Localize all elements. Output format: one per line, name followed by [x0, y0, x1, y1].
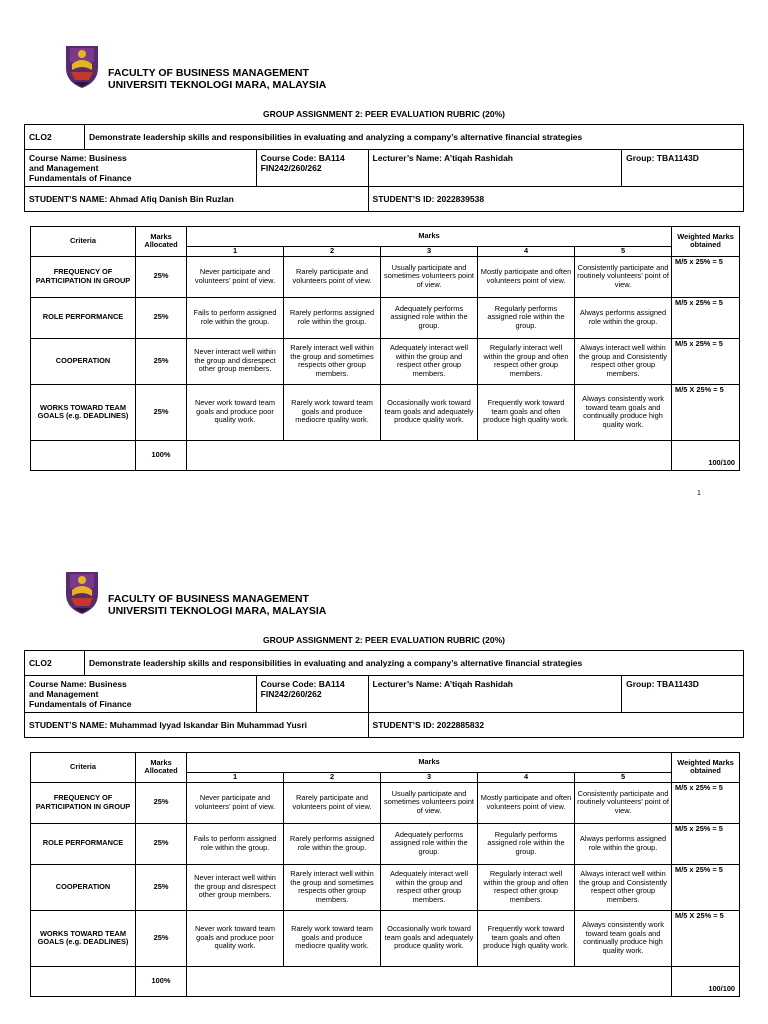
- allocation: 25%: [136, 910, 187, 966]
- criteria-header: Criteria: [31, 753, 136, 783]
- allocation: 25%: [136, 823, 187, 864]
- level-descriptor: Usually participate and sometimes volunteers point of view.: [381, 782, 478, 823]
- scale-1: 1: [187, 247, 284, 257]
- weighted-mark: M/5 X 25% = 5: [672, 910, 740, 966]
- level-descriptor: Rarely interact well within the group and sometimes respects other group members.: [284, 338, 381, 384]
- total-blank: [187, 440, 672, 470]
- scale-3: 3: [381, 773, 478, 783]
- level-descriptor: Regularly interact well within the group and often respect other group members.: [478, 864, 575, 910]
- total-blank: [187, 966, 672, 996]
- lecturer-name: Lecturer’s Name: A’tiqah Rashidah: [368, 150, 622, 187]
- level-descriptor: Rarely performs assigned role within the group.: [284, 297, 381, 338]
- level-descriptor: Mostly participate and often volunteers point of view.: [478, 782, 575, 823]
- scale-2: 2: [284, 247, 381, 257]
- level-descriptor: Rarely interact well within the group and sometimes respects other group members.: [284, 864, 381, 910]
- level-descriptor: Rarely participate and volunteers point of view.: [284, 256, 381, 297]
- level-descriptor: Occasionally work toward team goals and adequately produce quality work.: [381, 384, 478, 440]
- rubric-row: [31, 338, 740, 384]
- level-descriptor: Adequately performs assigned role within the group.: [381, 297, 478, 338]
- scale-4: 4: [478, 773, 575, 783]
- weighted-mark: M/5 x 25% = 5: [672, 297, 740, 338]
- level-descriptor: Never participate and volunteers’ point of view.: [187, 256, 284, 297]
- allocation: 25%: [136, 338, 187, 384]
- level-descriptor: Rarely participate and volunteers point of view.: [284, 782, 381, 823]
- rubric-row: [31, 864, 740, 910]
- level-descriptor: Rarely work toward team goals and produce mediocre quality work.: [284, 384, 381, 440]
- level-descriptor: Adequately performs assigned role within the group.: [381, 823, 478, 864]
- course-info-table: [24, 124, 744, 212]
- level-descriptor: Regularly performs assigned role within the group.: [478, 297, 575, 338]
- level-descriptor: Regularly performs assigned role within the group.: [478, 823, 575, 864]
- course-code: [256, 676, 368, 713]
- total-row: [31, 966, 740, 996]
- rubric-table: [30, 752, 740, 997]
- level-descriptor: Fails to perform assigned role within the group.: [187, 297, 284, 338]
- criteria-label: FREQUENCY OF PARTICIPATION IN GROUP: [31, 256, 136, 297]
- scale-3: 3: [381, 247, 478, 257]
- page-number: 1: [697, 490, 701, 497]
- level-descriptor: Adequately interact well within the group and respect other group members.: [381, 864, 478, 910]
- course-name-line: Course Name: Business: [29, 679, 127, 689]
- weighted-mark: M/5 x 25% = 5: [672, 338, 740, 384]
- course-name-line: Course Name: Business: [29, 153, 127, 163]
- criteria-label: ROLE PERFORMANCE: [31, 297, 136, 338]
- criteria-label: ROLE PERFORMANCE: [31, 823, 136, 864]
- level-descriptor: Always performs assigned role within the group.: [575, 297, 672, 338]
- level-descriptor: Mostly participate and often volunteers point of view.: [478, 256, 575, 297]
- rubric-row: [31, 384, 740, 440]
- group-code: Group: TBA1143D: [622, 676, 744, 713]
- weighted-mark: M/5 X 25% = 5: [672, 384, 740, 440]
- level-descriptor: Usually participate and sometimes volunteers point of view.: [381, 256, 478, 297]
- level-descriptor: Occasionally work toward team goals and adequately produce quality work.: [381, 910, 478, 966]
- student-name: STUDENT’S NAME: Muhammad Iyyad Iskandar Bin Muhammad Yusri: [25, 713, 369, 738]
- weighted-marks-header: Weighted Marks obtained: [672, 227, 740, 257]
- level-descriptor: Regularly interact well within the group and often respect other group members.: [478, 338, 575, 384]
- level-descriptor: Frequently work toward team goals and often produce high quality work.: [478, 384, 575, 440]
- faculty-heading: FACULTY OF BUSINESS MANAGEMENT: [108, 67, 309, 79]
- uitm-crest-icon: [62, 568, 102, 616]
- level-descriptor: Never work toward team goals and produce poor quality work.: [187, 384, 284, 440]
- allocation: 25%: [136, 782, 187, 823]
- clo-code: CLO2: [25, 651, 85, 676]
- allocation: 25%: [136, 384, 187, 440]
- level-descriptor: Fails to perform assigned role within the group.: [187, 823, 284, 864]
- allocation: 25%: [136, 297, 187, 338]
- scale-5: 5: [575, 247, 672, 257]
- student-name: STUDENT’S NAME: Ahmad Afiq Danish Bin Ruzlan: [25, 187, 369, 212]
- level-descriptor: Always performs assigned role within the group.: [575, 823, 672, 864]
- course-name-line: and Management: [29, 689, 99, 699]
- total-row: [31, 440, 740, 470]
- rubric-row: [31, 910, 740, 966]
- level-descriptor: Always interact well within the group and Consistently respect other group members.: [575, 864, 672, 910]
- total-weighted: 100/100: [672, 440, 740, 470]
- course-code: [256, 150, 368, 187]
- criteria-label: FREQUENCY OF PARTICIPATION IN GROUP: [31, 782, 136, 823]
- weighted-marks-header: Weighted Marks obtained: [672, 753, 740, 783]
- rubric-table: [30, 226, 740, 471]
- level-descriptor: Consistently participate and routinely volunteers’ point of view.: [575, 782, 672, 823]
- rubric-row: [31, 782, 740, 823]
- level-descriptor: Never work toward team goals and produce poor quality work.: [187, 910, 284, 966]
- scale-5: 5: [575, 773, 672, 783]
- marks-allocated-header: Marks Allocated: [136, 227, 187, 257]
- level-descriptor: Never interact well within the group and disrespect other group members.: [187, 338, 284, 384]
- allocation: 25%: [136, 864, 187, 910]
- marks-header: Marks: [187, 227, 672, 247]
- level-descriptor: Always consistently work toward team goals and continually produce high quality work.: [575, 384, 672, 440]
- document-title: GROUP ASSIGNMENT 2: PEER EVALUATION RUBRIC (20%): [263, 109, 505, 119]
- course-code-line: FIN242/260/262: [260, 163, 322, 173]
- level-descriptor: Always consistently work toward team goals and continually produce high quality work.: [575, 910, 672, 966]
- uitm-crest-icon: [62, 42, 102, 90]
- level-descriptor: Adequately interact well within the group and respect other group members.: [381, 338, 478, 384]
- total-allocation: 100%: [136, 966, 187, 996]
- lecturer-name: Lecturer’s Name: A’tiqah Rashidah: [368, 676, 622, 713]
- course-code-line: Course Code: BA114: [260, 679, 345, 689]
- clo-description: Demonstrate leadership skills and responsibilities in evaluating and analyzing a company’s alternative financial strategies: [84, 651, 743, 676]
- clo-code: CLO2: [25, 125, 85, 150]
- document-title: GROUP ASSIGNMENT 2: PEER EVALUATION RUBRIC (20%): [263, 635, 505, 645]
- group-code: Group: TBA1143D: [622, 150, 744, 187]
- level-descriptor: Never participate and volunteers’ point of view.: [187, 782, 284, 823]
- total-blank: [31, 440, 136, 470]
- marks-header: Marks: [187, 753, 672, 773]
- marks-allocated-header: Marks Allocated: [136, 753, 187, 783]
- weighted-mark: M/5 x 25% = 5: [672, 864, 740, 910]
- clo-description: Demonstrate leadership skills and responsibilities in evaluating and analyzing a company’s alternative financial strategies: [84, 125, 743, 150]
- criteria-label: COOPERATION: [31, 864, 136, 910]
- course-name: [25, 150, 257, 187]
- scale-4: 4: [478, 247, 575, 257]
- scale-1: 1: [187, 773, 284, 783]
- course-name-line: and Management: [29, 163, 99, 173]
- university-heading: UNIVERSITI TEKNOLOGI MARA, MALAYSIA: [108, 79, 327, 91]
- level-descriptor: Never interact well within the group and disrespect other group members.: [187, 864, 284, 910]
- scale-2: 2: [284, 773, 381, 783]
- total-weighted: 100/100: [672, 966, 740, 996]
- criteria-label: WORKS TOWARD TEAM GOALS (e.g. DEADLINES): [31, 384, 136, 440]
- criteria-label: WORKS TOWARD TEAM GOALS (e.g. DEADLINES): [31, 910, 136, 966]
- course-code-line: FIN242/260/262: [260, 689, 322, 699]
- university-heading: UNIVERSITI TEKNOLOGI MARA, MALAYSIA: [108, 605, 327, 617]
- level-descriptor: Rarely work toward team goals and produce mediocre quality work.: [284, 910, 381, 966]
- weighted-mark: M/5 x 25% = 5: [672, 782, 740, 823]
- course-name-line: Fundamentals of Finance: [29, 173, 132, 183]
- level-descriptor: Always interact well within the group and Consistently respect other group members.: [575, 338, 672, 384]
- course-name: [25, 676, 257, 713]
- level-descriptor: Consistently participate and routinely volunteers’ point of view.: [575, 256, 672, 297]
- student-id: STUDENT’S ID: 2022839538: [368, 187, 743, 212]
- total-allocation: 100%: [136, 440, 187, 470]
- allocation: 25%: [136, 256, 187, 297]
- rubric-row: [31, 297, 740, 338]
- weighted-mark: M/5 x 25% = 5: [672, 256, 740, 297]
- weighted-mark: M/5 x 25% = 5: [672, 823, 740, 864]
- total-blank: [31, 966, 136, 996]
- course-info-table: [24, 650, 744, 738]
- student-id: STUDENT’S ID: 2022885832: [368, 713, 743, 738]
- rubric-row: [31, 823, 740, 864]
- course-code-line: Course Code: BA114: [260, 153, 345, 163]
- criteria-label: COOPERATION: [31, 338, 136, 384]
- faculty-heading: FACULTY OF BUSINESS MANAGEMENT: [108, 593, 309, 605]
- course-name-line: Fundamentals of Finance: [29, 699, 132, 709]
- level-descriptor: Frequently work toward team goals and often produce high quality work.: [478, 910, 575, 966]
- level-descriptor: Rarely performs assigned role within the group.: [284, 823, 381, 864]
- rubric-row: [31, 256, 740, 297]
- criteria-header: Criteria: [31, 227, 136, 257]
